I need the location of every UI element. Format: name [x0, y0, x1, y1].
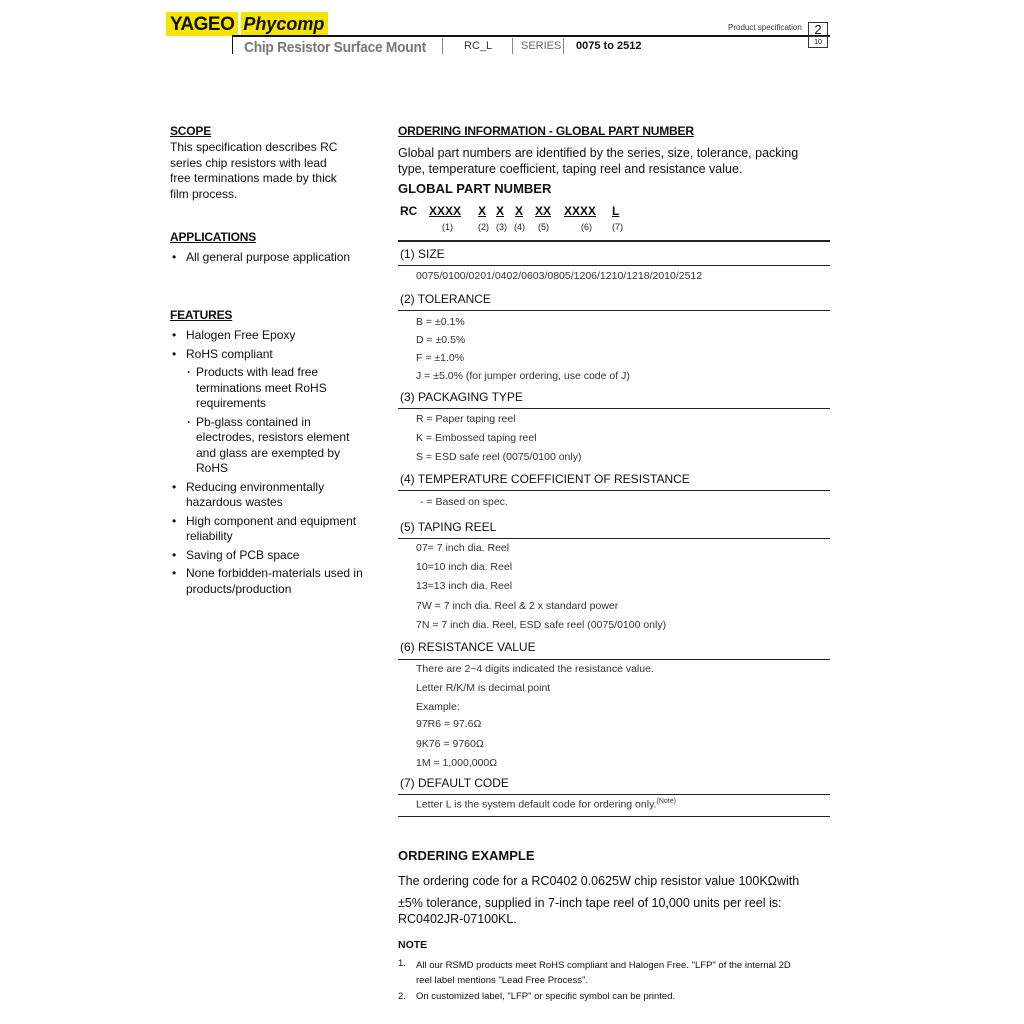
section-rule: [398, 265, 830, 266]
brand-phycomp: Phycomp: [241, 12, 328, 36]
pn-tolerance: X: [478, 204, 487, 218]
header-divider: [563, 38, 564, 54]
section-rule: [398, 240, 830, 242]
note-1-number: 1.: [398, 958, 406, 969]
list-item: [170, 514, 385, 545]
text-line: All our RSMD products meet RoHS compliant and Halogen Free. "LFP" of the internal 2D: [416, 960, 791, 971]
tolerance-d: D = ±0.5%: [416, 334, 466, 346]
text-line: • Reducing environmentally: [186, 479, 325, 494]
scope-line: film process.: [170, 186, 238, 201]
tolerance-j: J = ±5.0% (for jumper ordering, use code of J): [416, 370, 630, 382]
example-text: [398, 873, 838, 927]
example-title: ORDERING EXAMPLE: [398, 848, 535, 863]
tcr-heading: (4) TEMPERATURE COEFFICIENT OF RESISTANCE: [400, 472, 690, 486]
features-list: [170, 328, 385, 597]
tolerance-b: B = ±0.1%: [416, 316, 465, 328]
default-value: [416, 798, 676, 811]
header-series-label: SERIES: [521, 40, 562, 52]
packaging-s: S = ESD safe reel (0075/0100 only): [416, 451, 582, 463]
gpn-title: GLOBAL PART NUMBER: [398, 181, 552, 196]
brand-yageo: YAGEO: [166, 12, 238, 36]
pn-default: L: [612, 204, 620, 218]
text-line: terminations meet RoHS: [196, 380, 327, 395]
resistance-line: Letter R/K/M is decimal point: [416, 682, 551, 694]
reel-7w: 7W = 7 inch dia. Reel & 2 x standard power: [416, 600, 619, 612]
pn-tcr: X: [515, 204, 524, 218]
features-title: FEATURES: [170, 308, 233, 322]
reel-07: 07= 7 inch dia. Reel: [416, 542, 510, 554]
list-subitem: [170, 415, 385, 477]
list-item: [170, 566, 385, 597]
header-rule: [232, 35, 830, 37]
size-values: 0075/0100/0201/0402/0603/0805/1206/1210/1218/2010/2512: [416, 270, 703, 282]
section-rule: [398, 310, 830, 311]
text-line: · Pb-glass contained in: [196, 414, 311, 429]
section-rule: [398, 794, 830, 795]
reel-7n: 7N = 7 inch dia. Reel, ESD safe reel (0075/0100 only): [416, 619, 667, 631]
tcr-value: - = Based on spec.: [420, 496, 508, 508]
header-range: 0075 to 2512: [576, 40, 642, 52]
brand-logo: [166, 12, 328, 36]
text-line: hazardous wastes: [186, 495, 283, 509]
doc-type: Product specification: [728, 23, 802, 32]
text-line: RC0402JR-07100KL.: [398, 912, 517, 926]
pn-resistance: XXXX: [564, 204, 597, 218]
section-rule: [398, 490, 830, 491]
text-line: products/production: [186, 581, 292, 596]
pn-index: (3): [496, 222, 507, 232]
note-title: NOTE: [398, 939, 428, 951]
default-note-ref: (Note): [656, 798, 676, 805]
resistance-line: 1M = 1,000,000Ω: [416, 757, 498, 769]
text-line: ±5% tolerance, supplied in 7-inch tape reel of 10,000 units per reel is:: [398, 896, 782, 910]
text-line: • None forbidden-materials used in: [186, 566, 363, 580]
resistance-line: There are 2~4 digits indicated the resistance value.: [416, 663, 654, 675]
list-subitem: [170, 365, 385, 412]
section-rule: [398, 538, 830, 539]
part-number-pattern: [398, 204, 638, 222]
text-line: RoHS: [196, 461, 229, 475]
section-rule: [398, 659, 830, 660]
scope-line: free terminations made by thick: [170, 171, 337, 185]
packaging-heading: (3) PACKAGING TYPE: [400, 390, 523, 404]
reel-10: 10=10 inch dia. Reel: [416, 561, 513, 573]
text-line: Global part numbers are identified by the series, size, tolerance, packing: [398, 146, 799, 160]
reel-heading: (5) TAPING REEL: [400, 520, 497, 534]
packaging-k: K = Embossed taping reel: [416, 432, 537, 444]
ordering-intro: [398, 145, 798, 177]
scope-title: SCOPE: [170, 124, 212, 138]
text-line: reel label mentions "Lead Free Process".: [416, 975, 589, 986]
pn-series: RC: [400, 204, 418, 218]
pn-packaging: X: [496, 204, 505, 218]
text-line: · Products with lead free: [196, 365, 319, 379]
section-rule: [398, 408, 830, 409]
pn-index: (2): [478, 222, 489, 232]
pn-index: (4): [514, 222, 525, 232]
pn-index: (7): [612, 222, 623, 232]
pn-index: (5): [538, 222, 549, 232]
applications-title: APPLICATIONS: [170, 230, 257, 244]
header-subtitle: Chip Resistor Surface Mount: [244, 39, 426, 56]
resistance-line: Example:: [416, 701, 460, 713]
scope-line: series chip resistors with lead: [170, 155, 327, 170]
pn-size: XXXX: [429, 204, 462, 218]
text-line: The ordering code for a RC0402 0.0625W chip resistor value 100KΩwith: [398, 874, 800, 888]
note-2: On customized label, "LFP" or specific symbol can be printed.: [416, 991, 676, 1002]
pn-reel: XX: [535, 204, 552, 218]
header-divider: [232, 36, 233, 54]
resistance-line: 9K76 = 9760Ω: [416, 738, 484, 750]
list-item: • All general purpose application: [170, 250, 380, 266]
text-line: reliability: [186, 529, 233, 543]
text-line: • High component and equipment: [186, 513, 357, 528]
pn-index: (1): [442, 222, 453, 232]
header-divider: [442, 38, 443, 54]
tolerance-heading: (2) TOLERANCE: [400, 292, 491, 306]
note-1: [416, 958, 836, 988]
default-heading: (7) DEFAULT CODE: [400, 776, 509, 790]
note-2-number: 2.: [398, 991, 406, 1002]
scope-line: This specification describes RC: [170, 140, 338, 154]
list-item: • RoHS compliant: [170, 347, 385, 363]
page-box: [808, 22, 828, 48]
default-text: Letter L is the system default code for ordering only.: [416, 798, 657, 811]
list-item: • Halogen Free Epoxy: [170, 328, 385, 344]
total-pages: 10: [814, 39, 822, 46]
resistance-line: 97R6 = 97.6Ω: [416, 718, 482, 730]
resistance-heading: (6) RESISTANCE VALUE: [400, 640, 536, 654]
text-line: electrodes, resistors element: [196, 430, 350, 444]
list-item: • Saving of PCB space: [170, 548, 385, 564]
part-number-indices: [398, 222, 638, 234]
section-rule: [398, 816, 830, 817]
size-heading: (1) SIZE: [400, 247, 445, 261]
packaging-r: R = Paper taping reel: [416, 413, 516, 425]
header-product: RC_L: [464, 40, 493, 52]
pn-index: (6): [581, 222, 592, 232]
tolerance-f: F = ±1.0%: [416, 352, 465, 364]
text-line: type, temperature coefficient, taping reel and resistance value.: [398, 162, 743, 176]
ordering-title: ORDERING INFORMATION - GLOBAL PART NUMBER: [398, 124, 694, 138]
text-line: and glass are exempted by: [196, 445, 341, 460]
list-item: [170, 480, 385, 511]
header-divider: [512, 38, 513, 54]
applications-list: [170, 250, 380, 266]
reel-13: 13=13 inch dia. Reel: [416, 580, 513, 592]
page-number: 2: [809, 23, 827, 37]
text-line: requirements: [196, 396, 267, 410]
scope-text: [170, 140, 337, 202]
